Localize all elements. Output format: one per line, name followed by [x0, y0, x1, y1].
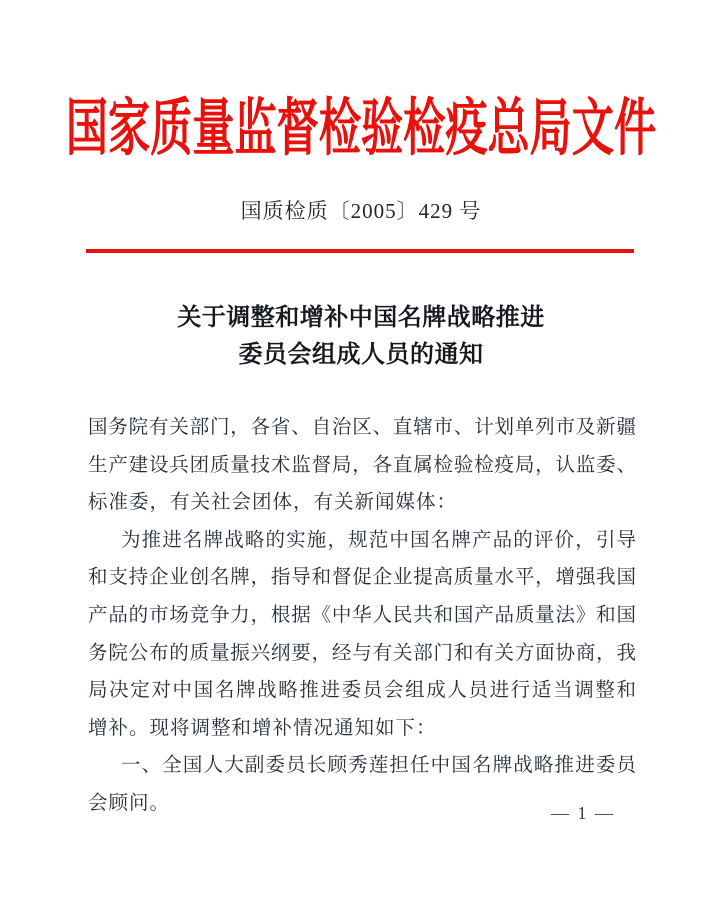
body-line: 为推进名牌战略的实施，规范中国名牌产品的评价，引导	[121, 529, 636, 551]
document-body	[88, 409, 636, 823]
document-number: 国质检质〔2005〕429 号	[240, 199, 482, 223]
document-title-line-2: 委员会组成人员的通知	[238, 342, 484, 368]
body-line: 和支持企业创名牌，指导和督促企业提高质量水平，增强我国	[88, 567, 636, 589]
document-title-line-1: 关于调整和增补中国名牌战略推进	[177, 305, 545, 331]
body-line: 国务院有关部门，各省、自治区、直辖市、计划单列市及新疆	[88, 417, 636, 438]
page-number: — 1 —	[551, 803, 615, 823]
document-title	[0, 300, 722, 374]
body-line: 局决定对中国名牌战略推进委员会组成人员进行适当调整和	[88, 680, 636, 702]
red-divider-line	[86, 249, 634, 253]
body-line: 生产建设兵团质量技术监督局，各直属检验检疫局，认监委、	[88, 454, 636, 476]
body-line: 一、全国人大副委员长顾秀莲担任中国名牌战略推进委员	[121, 755, 636, 777]
body-line: 务院公布的质量振兴纲要，经与有关部门和有关方面协商，我	[88, 642, 636, 664]
agency-letterhead-text: 国家质量监督检验检疫总局文件	[65, 94, 657, 163]
body-line: 会顾问。	[88, 792, 171, 814]
body-line: 增补。现将调整和增补情况通知如下：	[88, 717, 437, 739]
body-line: 产品的市场竞争力，根据《中华人民共和国产品质量法》和国	[88, 604, 636, 626]
body-line: 标准委，有关社会团体，有关新闻媒体：	[88, 492, 458, 514]
agency-letterhead	[0, 88, 722, 163]
